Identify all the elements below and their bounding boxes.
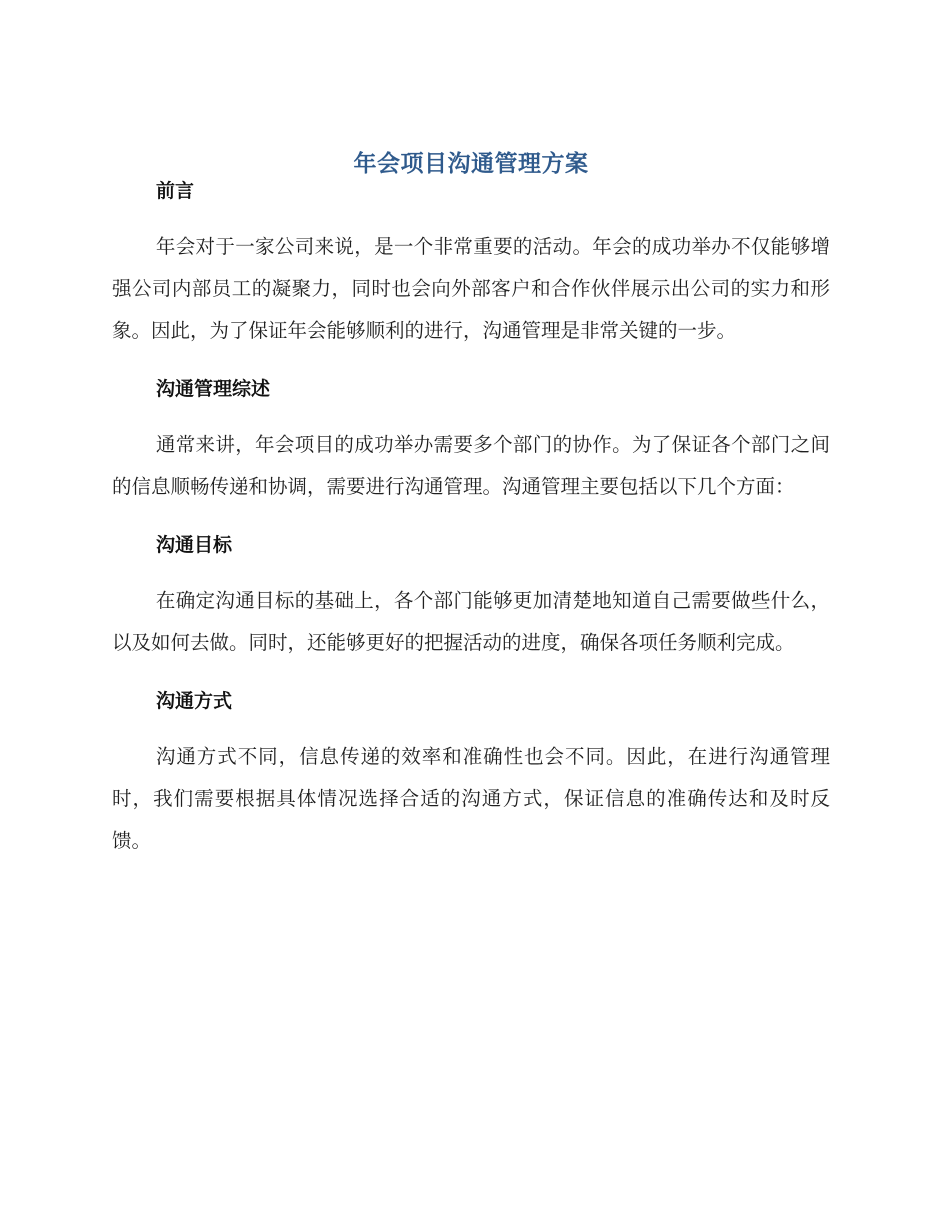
spacer — [112, 558, 830, 580]
spacer — [112, 402, 830, 424]
section-methods — [112, 688, 830, 862]
section-heading-preface: 前言 — [156, 180, 195, 202]
section-goals — [112, 532, 830, 664]
section-paragraph-methods: 沟通方式不同，信息传递的效率和准确性也会不同。因此，在进行沟通管理时，我们需要根据具体情况选择合适的沟通方式，保证信息的准确传达和及时反馈。 — [112, 745, 830, 852]
section-preface — [112, 178, 830, 352]
section-heading-methods: 沟通方式 — [156, 690, 233, 712]
spacer — [112, 508, 830, 532]
section-heading-goals: 沟通目标 — [156, 534, 233, 556]
section-heading-overview: 沟通管理综述 — [156, 378, 271, 400]
spacer — [112, 714, 830, 736]
spacer — [112, 352, 830, 376]
spacer — [112, 204, 830, 226]
spacer — [112, 664, 830, 688]
document-title: 年会项目沟通管理方案 — [353, 151, 589, 177]
section-paragraph-overview: 通常来讲，年会项目的成功举办需要多个部门的协作。为了保证各个部门之间的信息顺畅传递和协调，需要进行沟通管理。沟通管理主要包括以下几个方面： — [112, 433, 830, 498]
section-paragraph-goals: 在确定沟通目标的基础上，各个部门能够更加清楚地知道自己需要做些什么，以及如何去做。同时，还能够更好的把握活动的进度，确保各项任务顺利完成。 — [112, 589, 830, 654]
section-overview — [112, 376, 830, 508]
section-paragraph-preface: 年会对于一家公司来说，是一个非常重要的活动。年会的成功举办不仅能够增强公司内部员工的凝聚力，同时也会向外部客户和合作伙伴展示出公司的实力和形象。因此，为了保证年会能够顺利的进行，沟通管理是非常关键的一步。 — [112, 235, 830, 342]
